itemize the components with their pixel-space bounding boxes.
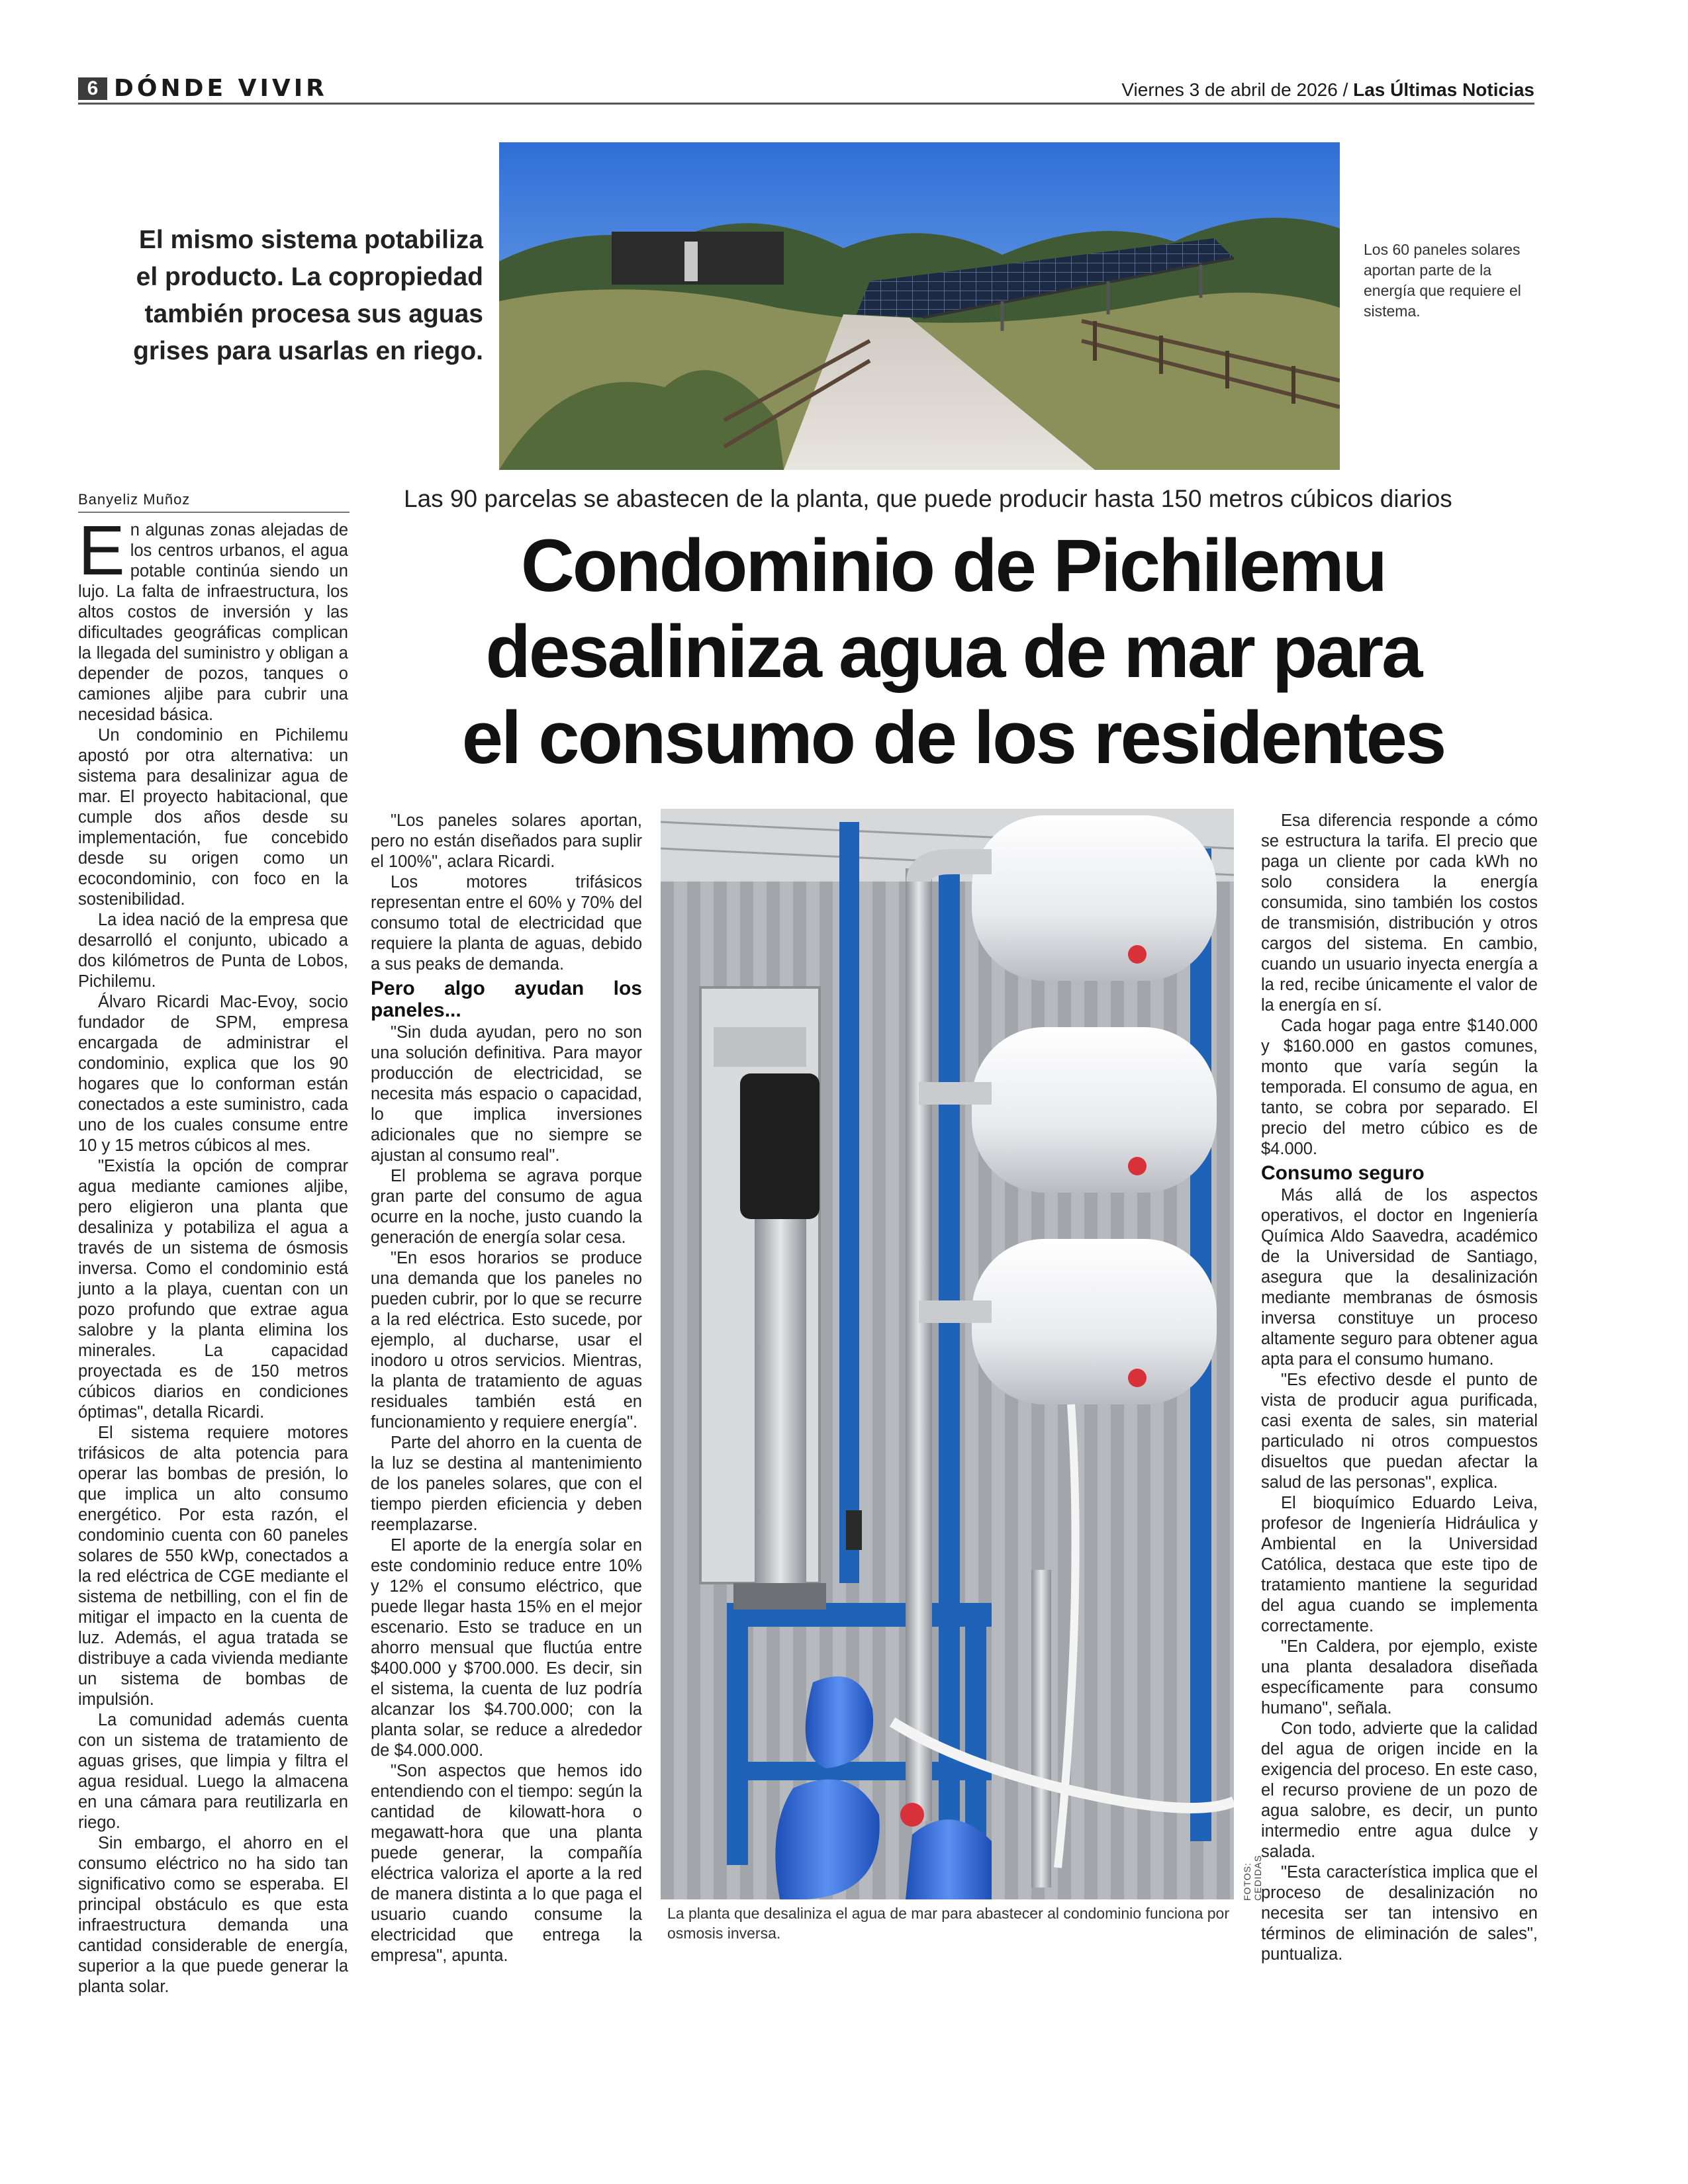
paragraph: Álvaro Ricardi Mac-Evoy, socio fundador de SPM, empresa encargada de administrar el condominio, explica que los 90 hogares que lo conforman están conectados a este suministro, cada uno de los cuales consume entre 10 y 15 metros cúbicos al mes. [78, 993, 348, 1155]
paragraph: El aporte de la energía solar en este condominio reduce entre 10% y 12% el consumo eléctrico, que puede llegar hasta 15% en el mejor escenario. Esto se traduce en un ahorro mensual que fluctúa entre $400.000 y $700.000. Es decir, sin el sistema, la cuenta de luz podría alcanzar los $4.700.000; con la planta solar, se reduce a alrededor de $4.000.000. [371, 1536, 642, 1760]
paragraph: Los motores trifásicos representan entre el 60% y 70% del consumo total de electricidad que requiere la planta de aguas, debido a sus peaks de demanda. [371, 873, 642, 974]
desalination-plant-photo [661, 809, 1234, 1899]
photo-credit: FOTOS: CEDIDAS [1242, 1854, 1263, 1901]
paragraph: Con todo, advierte que la calidad del agua de origen incide en la exigencia del proceso. En este caso, el recurso proviene de un pozo de agua salobre, es decir, un punto intermedio entre agua dulce y salada. [1261, 1719, 1538, 1861]
paragraph: Sin embargo, el ahorro en el consumo eléctrico no ha sido tan significativo como se esperaba. El principal obstáculo es que esta infraestructura demanda una cantidad considerable de energía, superior a la que puede generar la planta solar. [78, 1834, 348, 1996]
paragraph: Cada hogar paga entre $140.000 y $160.000 en gastos comunes, monto que varía según la temporada. El consumo de agua, en tanto, se cobra por separado. El precio del metro cúbico es de $4.000. [1261, 1017, 1538, 1158]
paragraph: "Esta característica implica que el proceso de desalinización no necesita ser tan intensivo en términos de eliminación de sales", puntualiza. [1261, 1863, 1538, 1964]
reverse-osmosis-illustration [661, 809, 1234, 1899]
paragraph: "Los paneles solares aportan, pero no están diseñados para suplir el 100%", aclara Ricardi. [371, 811, 642, 871]
paragraph: La comunidad además cuenta con un sistema de tratamiento de aguas grises, que limpia y filtra el agua residual. Luego la almacena en una cámara para reutilizarla en riego. [78, 1711, 348, 1832]
solar-photo-caption: Los 60 paneles solares aportan parte de la energía que requiere el sistema. [1364, 241, 1521, 320]
header-separator: / [1342, 79, 1348, 100]
header-dateline [1121, 78, 1534, 102]
page-number: 6 [78, 77, 107, 100]
paragraph: La idea nació de la empresa que desarrolló el conjunto, ubicado a dos kilómetros de Punta de Lobos, Pichilemu. [78, 911, 348, 991]
paragraph: Un condominio en Pichilemu apostó por otra alternativa: un sistema para desalinizar agua de mar. El proyecto habitacional, que cumple dos años desde su implementación, fue concebido desde su origen como un ecocondominio, con foco en la sostenibilidad. [78, 726, 348, 909]
paragraph: Más allá de los aspectos operativos, el doctor en Ingeniería Química Aldo Saavedra, académico de la Universidad de Santiago, asegura que la desalinización mediante membranas de ósmosis inversa constituye un proceso altamente seguro para obtener agua apta para el consumo humano. [1261, 1186, 1538, 1369]
article-column-3 [1261, 811, 1538, 1965]
paragraph: Parte del ahorro en la cuenta de la luz se destina al mantenimiento de los paneles solares, que con el tiempo pierden eficiencia y deben reemplazarse. [371, 1433, 642, 1534]
drop-cap: E [78, 512, 125, 590]
paragraph: En algunas zonas alejadas de los centros urbanos, el agua potable continúa siendo un lujo. La falta de infraestructura, los altos costos de inversión y las dificultades geográficas complican la llegada del suministro y obligan a depender de pozos, tanques o camiones aljibe para cubrir una necesidad básica. [78, 512, 348, 724]
paragraph: El sistema requiere motores trifásicos de alta potencia para operar las bombas de presión, lo que implica un alto consumo energético. Por esta razón, el condominio cuenta con 60 paneles solares de 550 kWp, conectados a la red eléctrica de CGE mediante el sistema de netbilling, con el fin de mitigar el impacto en la cuenta de luz. Además, el agua tratada se distribuye a cada vivienda mediante un sistema de bombas de impulsión. [78, 1424, 348, 1709]
article-column-2 [371, 811, 642, 1966]
headline-line-2: desaliniza agua de mar para [485, 610, 1421, 693]
paragraph: "En Caldera, por ejemplo, existe una planta desaladora diseñada específicamente para consumo humano", señala. [1261, 1637, 1538, 1717]
paragraph: "Sin duda ayudan, pero no son una solución definitiva. Para mayor producción de electricidad, se necesita más espacio o capacidad, lo que implica inversiones adicionales que no siempre se ajustan al consumo real". [371, 1023, 642, 1165]
paragraph: "Es efectivo desde el punto de vista de producir agua purificada, casi exenta de sales, sin material particulado ni otros compuestos disueltos que puedan afectar la salud de las personas", explica. [1261, 1371, 1538, 1492]
paragraph: "Son aspectos que hemos ido entendiendo con el tiempo: según la cantidad de kilowatt-hora o megawatt-hora que una planta puede generar, la compañía eléctrica valoriza el aporte a la red de manera distinta a lo que paga el usuario cuando consume la electricidad que entrega la empresa", apunta. [371, 1762, 642, 1965]
subheading: Pero algo ayudan los paneles... [371, 978, 642, 1021]
publication-name: Las Últimas Noticias [1353, 79, 1534, 100]
kicker: Las 90 parcelas se abastecen de la planta, que puede producir hasta 150 metros cúbicos diarios [404, 485, 1452, 512]
paragraph: "En esos horarios se produce una demanda que los paneles no pueden cubrir, por lo que se recurre a la red eléctrica. Esto sucede, por ejemplo, al ducharse, usar el inodoro u otros servicios. Mientras, la planta de tratamiento de aguas residuales también está en funcionamiento y requiere energía". [371, 1249, 642, 1432]
article-column-1 [78, 512, 348, 1997]
pull-quote: El mismo sistema potabiliza el producto. La copropiedad también procesa sus aguas grises para usarlas en riego. [133, 226, 483, 365]
paragraph: Esa diferencia responde a cómo se estructura la tarifa. El precio que paga un cliente por cada kWh no solo considera la energía consumida, sino también los costos de transmisión, distribución y otros cargos del sistema. En cambio, cuando un usuario inyecta energía a la red, recibe únicamente el valor de la energía en sí. [1261, 811, 1538, 1015]
byline: Banyeliz Muñoz [78, 490, 350, 513]
headline-line-3: el consumo de los residentes [461, 696, 1445, 779]
plant-photo-caption: La planta que desaliniza el agua de mar para abastecer al condominio funciona por osmosis inversa. [667, 1905, 1230, 1942]
subheading: Consumo seguro [1261, 1162, 1425, 1184]
paragraph: El problema se agrava porque gran parte del consumo de agua ocurre en la noche, justo cuando la generación de energía solar cesa. [371, 1167, 642, 1247]
solar-panels-photo [499, 142, 1340, 470]
solar-panels-illustration [499, 142, 1340, 470]
paragraph: El bioquímico Eduardo Leiva, profesor de Ingeniería Hidráulica y Ambiental en la Universidad Católica, destaca que este tipo de tratamiento mantiene la seguridad del agua cuando se implementa correctamente. [1261, 1494, 1538, 1635]
headline-line-1: Condominio de Pichilemu [520, 524, 1386, 607]
header-rule [78, 103, 1534, 105]
paragraph: "Existía la opción de comprar agua mediante camiones aljibe, pero eligieron una planta que desaliniza y potabiliza el agua a través de un sistema de ósmosis inversa. Como el condominio está junto a la playa, cuentan con un pozo profundo que extrae agua salobre y la planta elimina los minerales. La capacidad proyectada es de 150 metros cúbicos diarios en condiciones óptimas", detalla Ricardi. [78, 1157, 348, 1422]
issue-date: Viernes 3 de abril de 2026 [1121, 79, 1338, 100]
headline [391, 523, 1516, 781]
section-name: DÓNDE VIVIR [114, 75, 328, 102]
